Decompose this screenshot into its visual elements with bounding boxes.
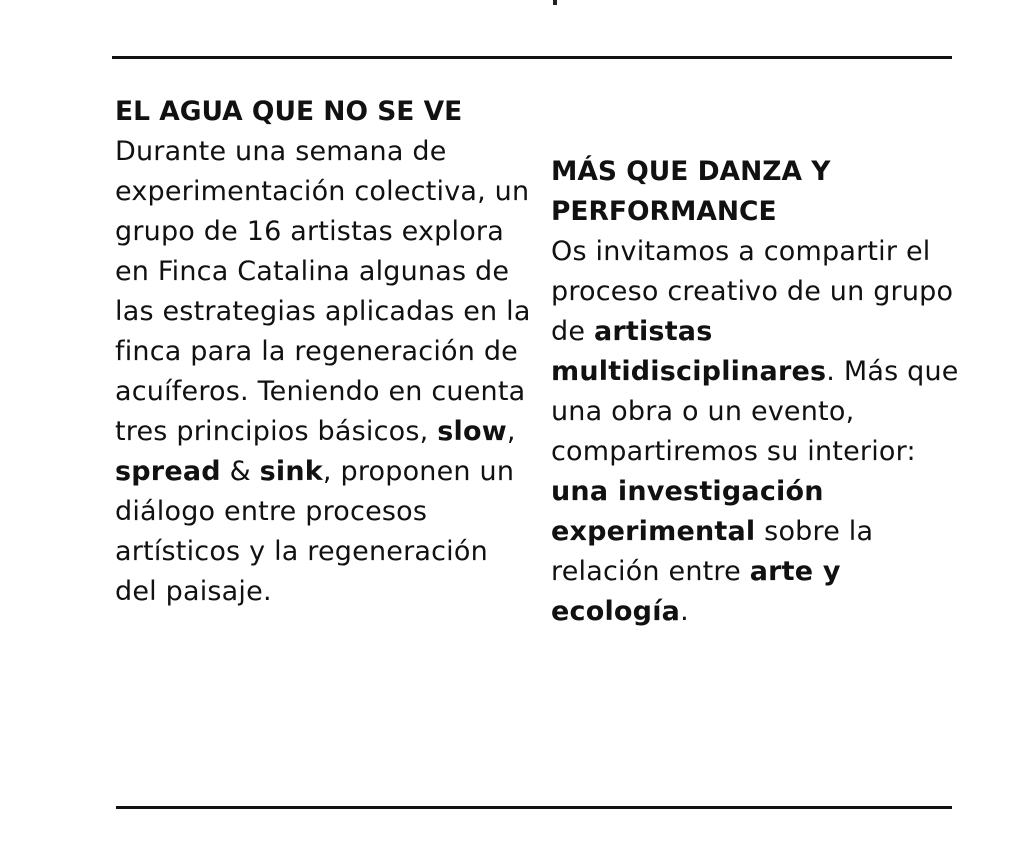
top-page-mark: [553, 0, 557, 5]
right-heading: [551, 152, 961, 232]
left-body: [115, 132, 535, 612]
bottom-divider: [116, 806, 952, 809]
top-divider: [112, 56, 952, 59]
left-heading: EL AGUA QUE NO SE VE: [115, 96, 463, 127]
left-sep2: &: [220, 456, 260, 487]
right-text-intro: Os invitamos a compartir el proceso creativo de un grupo de: [551, 236, 954, 347]
right-heading-line1: MÁS QUE DANZA Y: [551, 156, 831, 187]
bold-sink: sink: [259, 456, 323, 487]
right-text-mid2: sobre la relación entre: [551, 516, 874, 587]
bold-arte: arte y ecología: [551, 556, 841, 627]
right-text-mid: . Más que una obra o un evento, compartiremos su interior:: [551, 356, 959, 467]
left-text-outro: , proponen un diálogo entre procesos artísticos y la regeneración del paisaje.: [115, 456, 515, 607]
left-text-intro: Durante una semana de experimentación colectiva, un grupo de 16 artistas explora en Finca Catalina algunas de las estrategias aplicadas en la finca para la regeneración de acuíferos. Teniendo en cuenta tres principios básicos,: [115, 136, 531, 447]
bold-artistas: artistas multidisciplinares: [551, 316, 827, 387]
left-column: [115, 92, 535, 612]
right-column: [551, 152, 961, 632]
bold-spread: spread: [115, 456, 221, 487]
right-heading-line2: PERFORMANCE: [551, 196, 777, 227]
right-text-end: .: [680, 596, 689, 627]
right-body: [551, 232, 961, 632]
left-sep1: ,: [506, 416, 516, 447]
bold-investigacion: una investigación experimental: [551, 476, 824, 547]
bold-slow: slow: [437, 416, 507, 447]
